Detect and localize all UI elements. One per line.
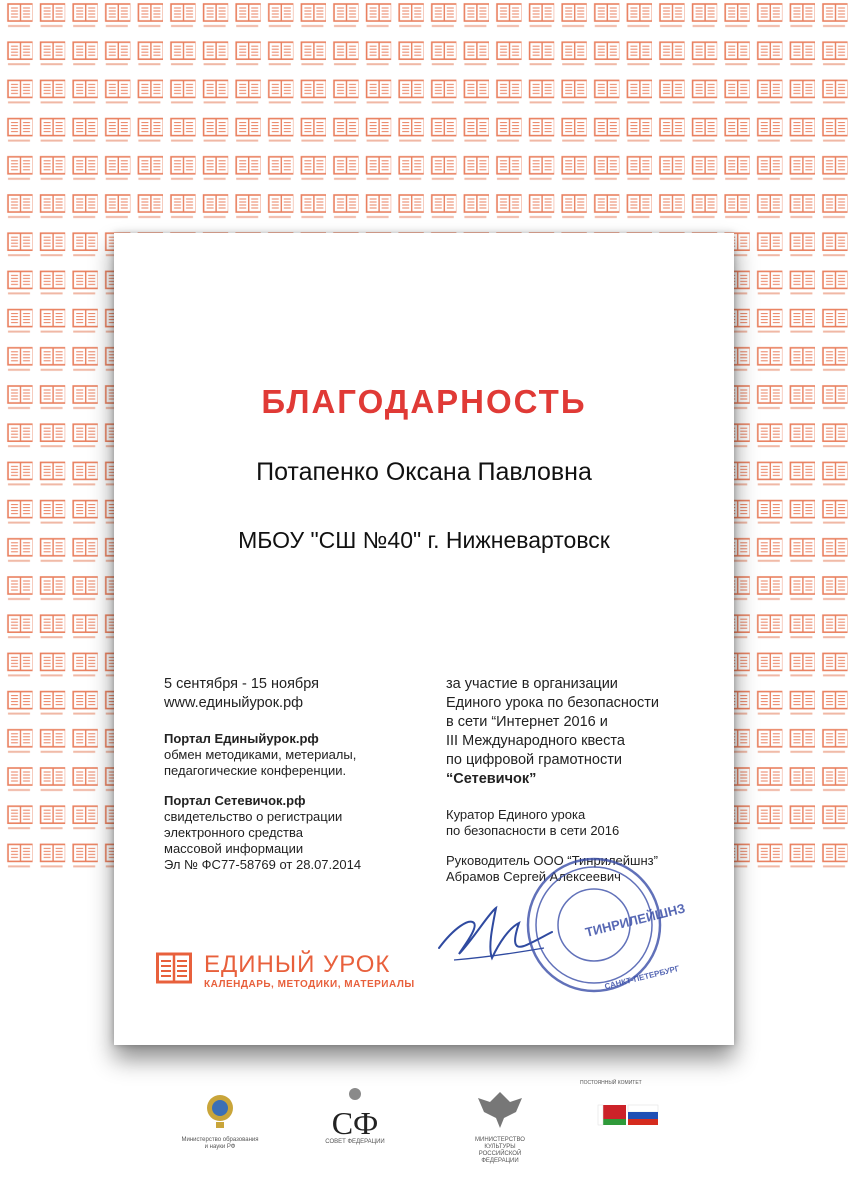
ministry-education-logo: Министерство образования и науки РФ <box>180 1088 260 1151</box>
reason-line: за участие в организации <box>446 676 618 692</box>
eagle-icon <box>320 1086 390 1102</box>
portal2-line: Эл № ФС77-58769 от 28.07.2014 <box>164 857 362 872</box>
school-name: МБОУ "СШ №40" г. Нижневартовск <box>238 527 610 553</box>
logo-subtitle: КАЛЕНДАРЬ, МЕТОДИКИ, МАТЕРИАЛЫ <box>204 979 415 990</box>
curator-line: по безопасности в сети 2016 <box>446 823 620 838</box>
double-eagle-icon <box>460 1088 540 1132</box>
flags-icon <box>580 1087 672 1137</box>
portal1-line: обмен методиками, метериалы, <box>164 747 357 762</box>
federation-council-logo: СФ СОВЕТ ФЕДЕРАЦИИ <box>320 1086 390 1146</box>
portal1-line: педагогические конференции. <box>164 763 347 778</box>
event-dates: 5 сентября - 15 ноября <box>164 676 319 692</box>
certificate-sheet <box>114 233 734 1045</box>
sf-letters: СФ <box>331 1105 379 1141</box>
portal2-line: электронного средства <box>164 825 304 840</box>
emblem-icon <box>180 1088 260 1132</box>
logo-title: ЕДИНЫЙ УРОК <box>204 951 391 978</box>
portal2-title: Портал Сетевичок.рф <box>164 793 306 808</box>
left-info-column <box>164 675 424 873</box>
certificate-title: БЛАГОДАРНОСТЬ <box>261 383 587 420</box>
reason-line: III Международного квеста <box>446 733 625 749</box>
stamp-text: ТИНРИЛЕЙШНЗ <box>583 900 687 940</box>
reason-line: в сети “Интернет 2016 и <box>446 714 608 730</box>
recipient-name: Потапенко Оксана Павловна <box>256 458 592 486</box>
edinyi-urok-logo <box>156 951 415 991</box>
quest-name: “Сетевичок” <box>446 771 537 787</box>
book-icon <box>156 952 192 986</box>
portal2-line: массовой информации <box>164 841 304 856</box>
reason-line: по цифровой грамотности <box>446 752 622 768</box>
reason-line: Единого урока по безопасности <box>446 695 659 711</box>
website-text: www.единыйурок.рф <box>164 695 304 711</box>
portal1-title: Портал Единыйурок.рф <box>164 731 319 746</box>
curator-line: Куратор Единого урока <box>446 807 586 822</box>
permanent-committee-logo: ПОСТОЯННЫЙ КОМИТЕТ <box>580 1080 672 1142</box>
portal2-line: свидетельство о регистрации <box>164 809 343 824</box>
stamp-city: САНКТ-ПЕТЕРБУРГ <box>603 963 681 992</box>
head-line: Абрамов Сергей Алексеевич <box>446 869 621 884</box>
head-line: Руководитель ООО “Тинрилейшнз” <box>446 853 658 868</box>
partner-logos <box>0 1080 848 1190</box>
ministry-culture-logo: МИНИСТЕРСТВО КУЛЬТУРЫ РОССИЙСКОЙ ФЕДЕРАЦИИ <box>460 1088 540 1165</box>
